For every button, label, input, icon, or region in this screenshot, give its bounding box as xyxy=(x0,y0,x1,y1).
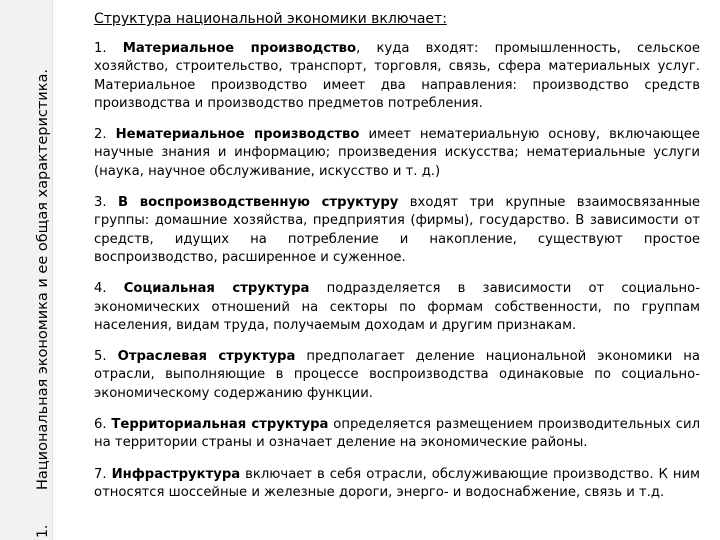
item-text: подразделяется в зависимости от социально-экономических отношений на секторы по формам собственности, по группам населения, видам труда, получаемым доходам и другим признакам. xyxy=(94,281,701,333)
list-item xyxy=(94,194,700,267)
item-text: имеет нематериальную основу, включающее научные знания и информацию; произведения искусства; нематериальные услуги (наука, научное обслуживание, искусство и т. д.) xyxy=(94,127,700,179)
list-item xyxy=(94,126,700,181)
item-text: входят три крупные взаимосвязанные группы: домашние хозяйства, предприятия (фирмы), государство. В зависимости от средств, идущих на потребление и накопление, существуют простое воспроизводство, расширенное и суженное. xyxy=(94,195,701,265)
item-text: определяется размещением производительных сил на территории страны и означает деление на экономические районы. xyxy=(94,417,701,451)
item-term: Социальная структура xyxy=(123,281,310,297)
vertical-section-title: Национальная экономика и ее общая характеристика. xyxy=(35,69,51,490)
item-number: 4. xyxy=(94,281,124,297)
section-number: 1. xyxy=(35,524,51,538)
item-term: Материальное производство xyxy=(122,41,357,56)
sidebar xyxy=(0,0,53,540)
item-number: 3. xyxy=(94,195,118,211)
item-term: Отраслевая структура xyxy=(117,349,296,365)
item-text: , куда входят: промышленность, сельское хозяйство, строительство, транспорт, торговля, связь, сфера материальных услуг. Материальное производство имеет два направления: производство средств производства и производство предметов потребления. xyxy=(94,41,700,111)
item-text: предполагает деление национальной экономики на отрасли, выполняющие в процессе воспроизводства одинаковые по социально-экономическому содержанию функции. xyxy=(94,349,700,401)
item-term: Нематериальное производство xyxy=(115,127,360,143)
list-item xyxy=(94,348,700,403)
main-content xyxy=(94,10,700,515)
item-number: 1. xyxy=(94,41,123,56)
list-item xyxy=(94,466,700,503)
list-item xyxy=(94,416,700,453)
item-number: 6. xyxy=(94,417,112,433)
item-number: 5. xyxy=(94,349,118,365)
item-term: В воспроизводственную структуру xyxy=(117,195,399,211)
item-term: Инфраструктура xyxy=(111,466,241,482)
list-item xyxy=(94,40,700,113)
page-title: Структура национальной экономики включает: xyxy=(94,11,447,27)
list-item xyxy=(94,280,700,335)
item-text: включает в себя отрасли, обслуживающие производство. К ним относятся шоссейные и железные дороги, энерго- и водоснабжение, связь и т.д. xyxy=(94,466,700,500)
item-number: 7. xyxy=(94,466,112,482)
item-number: 2. xyxy=(94,127,116,143)
item-term: Территориальная структура xyxy=(111,417,329,433)
